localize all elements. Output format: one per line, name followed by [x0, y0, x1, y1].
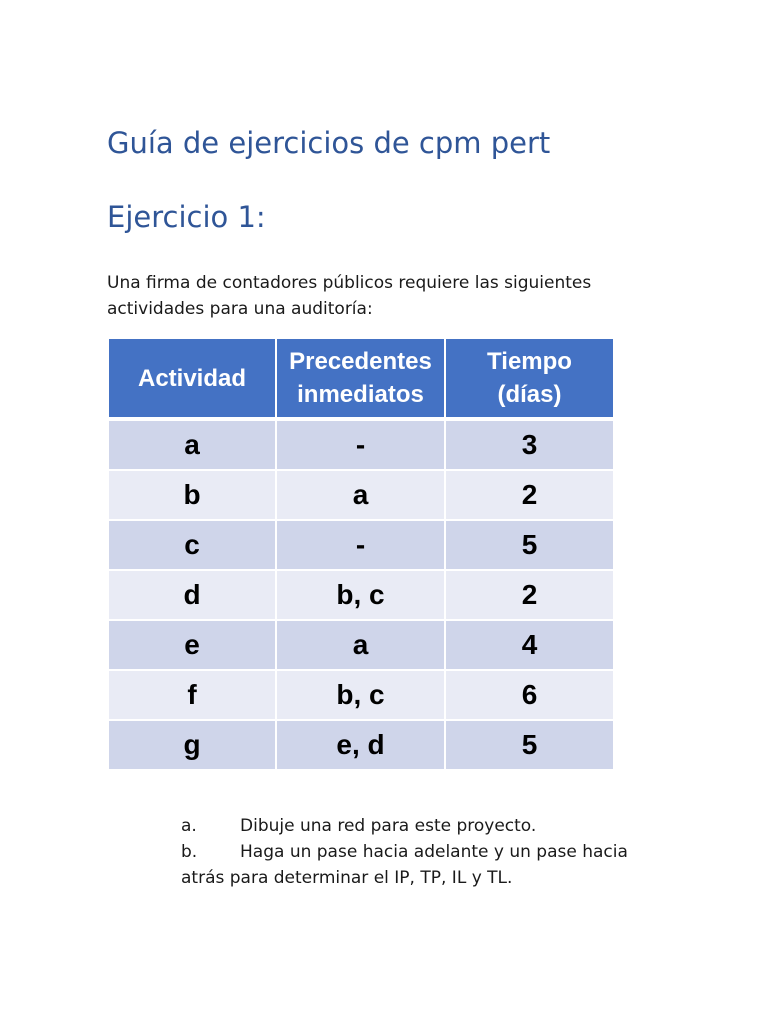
cell-activity: g — [108, 720, 276, 770]
cell-time: 2 — [445, 570, 614, 620]
table-row — [108, 670, 614, 720]
cell-predecessors: e, d — [276, 720, 445, 770]
activities-table — [107, 337, 615, 771]
document-title: Guía de ejercicios de cpm pert — [107, 126, 551, 160]
question-marker: a. — [181, 816, 197, 836]
cell-predecessors: - — [276, 520, 445, 570]
table-header-row — [108, 338, 614, 419]
table-row — [108, 419, 614, 470]
cell-time: 5 — [445, 520, 614, 570]
table-row — [108, 470, 614, 520]
cell-activity: d — [108, 570, 276, 620]
header-activity-line1: Actividad — [137, 364, 247, 392]
cell-time: 5 — [445, 720, 614, 770]
cell-predecessors: a — [276, 620, 445, 670]
cell-activity: c — [108, 520, 276, 570]
header-time-line2: (días) — [497, 381, 562, 408]
table-row — [108, 720, 614, 770]
header-time — [445, 338, 614, 419]
cell-time: 2 — [445, 470, 614, 520]
cell-activity: e — [108, 620, 276, 670]
cell-activity: f — [108, 670, 276, 720]
cell-activity: b — [108, 470, 276, 520]
cell-predecessors: - — [276, 419, 445, 470]
cell-predecessors: a — [276, 470, 445, 520]
question-text: Dibuje una red para este proyecto. — [240, 816, 537, 836]
cell-time: 3 — [445, 419, 614, 470]
header-activity — [108, 338, 276, 419]
cell-time: 4 — [445, 620, 614, 670]
table-row — [108, 570, 614, 620]
table-row — [108, 620, 614, 670]
cell-predecessors: b, c — [276, 670, 445, 720]
header-time-line1: Tiempo — [487, 348, 572, 375]
header-predecessors — [276, 338, 445, 419]
cell-activity: a — [108, 419, 276, 470]
intro-paragraph: Una firma de contadores públicos requiere las siguientes actividades para una auditoría: — [107, 273, 592, 319]
exercise-heading: Ejercicio 1: — [107, 200, 266, 234]
table-row — [108, 520, 614, 570]
question-item — [181, 839, 641, 891]
question-item — [181, 813, 641, 839]
cell-predecessors: b, c — [276, 570, 445, 620]
questions-list — [181, 813, 641, 891]
header-predecessors-line2: inmediatos — [297, 381, 424, 408]
header-predecessors-line1: Precedentes — [289, 348, 432, 375]
question-marker: b. — [181, 842, 198, 862]
question-text: Haga un pase hacia adelante y un pase hacia atrás para determinar el IP, TP, IL y TL. — [181, 842, 628, 888]
cell-time: 6 — [445, 670, 614, 720]
